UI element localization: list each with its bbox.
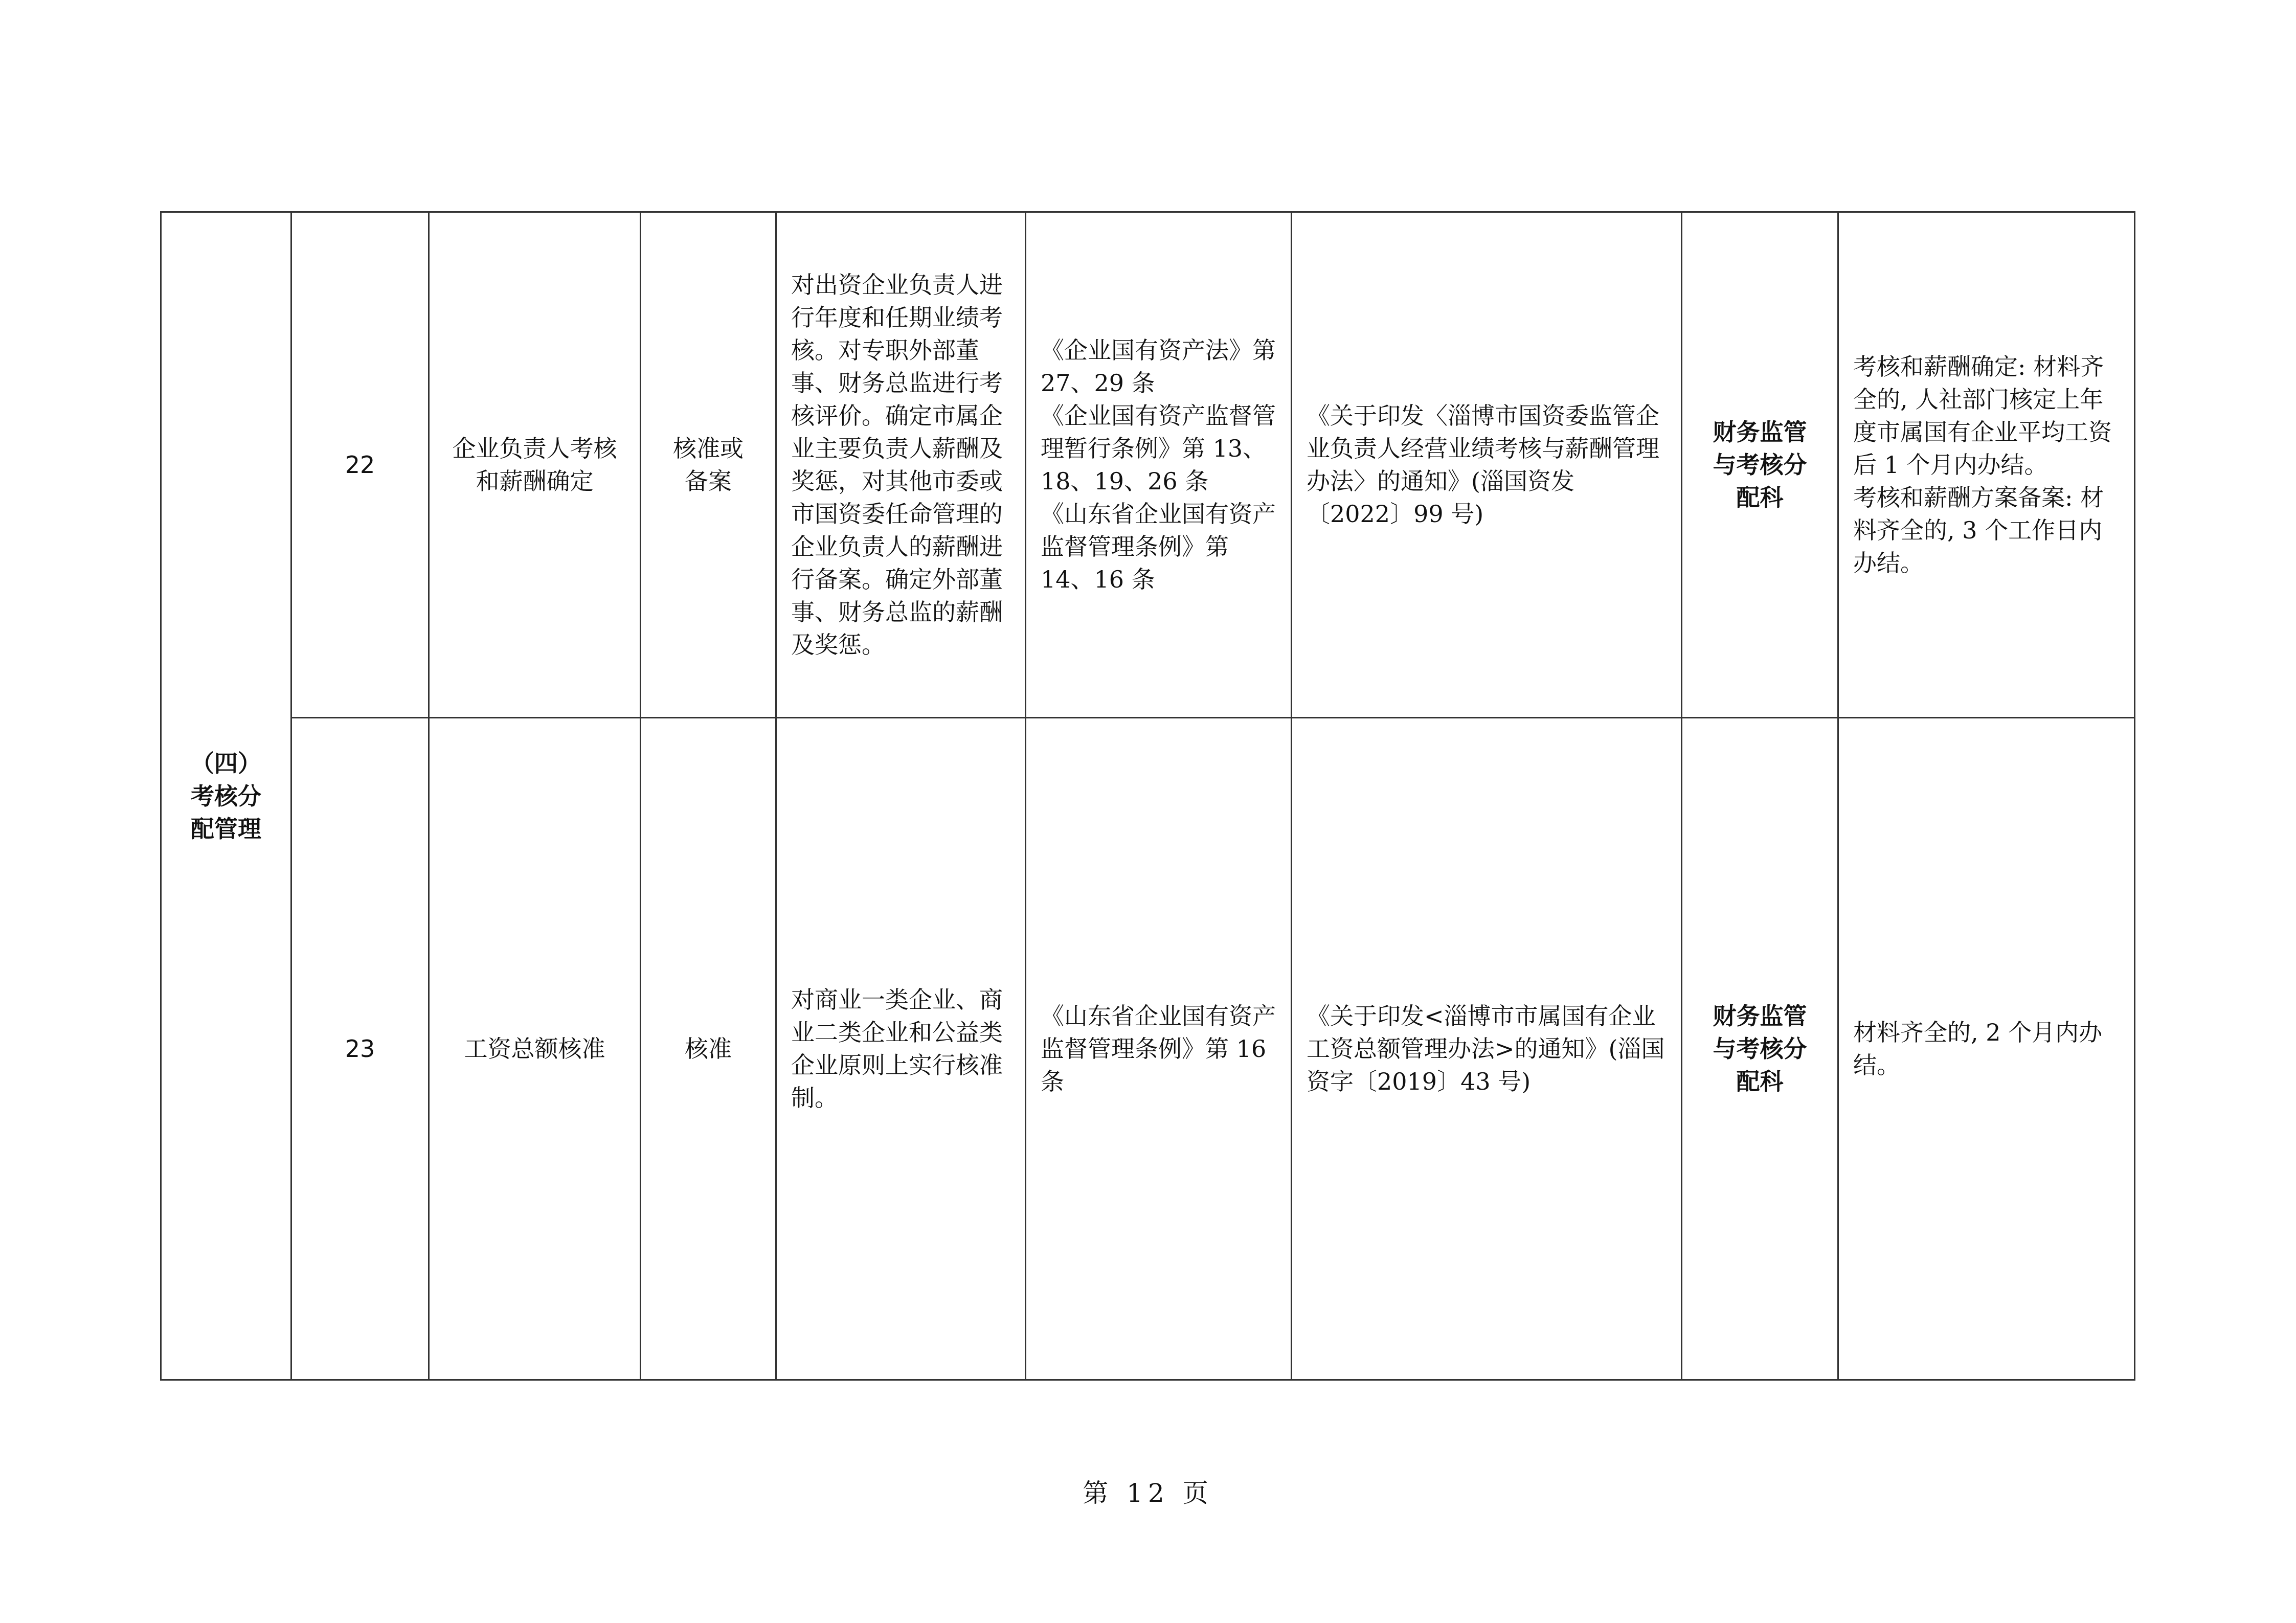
item-content: 对商业一类企业、商业二类企业和公益类企业原则上实行核准制。	[776, 718, 1026, 1380]
item-number: 23	[291, 718, 429, 1380]
category-line: 考核分	[191, 782, 261, 810]
table-row	[161, 212, 2135, 718]
category-cell	[161, 212, 291, 1380]
category-line: 配管理	[191, 815, 261, 843]
time-limit: 考核和薪酬确定: 材料齐全的, 人社部门核定上年度市属国有企业平均工资后 1 个月内办结。 考核和薪酬方案备案: 材料齐全的, 3 个工作日内办结。	[1838, 212, 2135, 718]
item-type: 核准	[641, 718, 776, 1380]
table-row	[161, 718, 2135, 1380]
responsibility-table	[160, 211, 2135, 1381]
item-content: 对出资企业负责人进行年度和任期业绩考核。对专职外部董事、财务总监进行考核评价。确定市属企业主要负责人薪酬及奖惩，对其他市委或市国资委任命管理的企业负责人的薪酬进行备案。确定外部董事、财务总监的薪酬及奖惩。	[776, 212, 1026, 718]
responsible-dept: 财务监管 与考核分 配科	[1682, 718, 1838, 1380]
law-basis: 《山东省企业国有资产监督管理条例》第 16 条	[1026, 718, 1292, 1380]
item-type: 核准或 备案	[641, 212, 776, 718]
policy-basis: 《关于印发〈淄博市国资委监管企业负责人经营业绩考核与薪酬管理办法〉的通知》(淄国资发〔2022〕99 号)	[1292, 212, 1682, 718]
page-number: 第 12 页	[1083, 1478, 1213, 1508]
item-number: 22	[291, 212, 429, 718]
item-name: 企业负责人考核和薪酬确定	[429, 212, 641, 718]
policy-basis: 《关于印发<淄博市市属国有企业工资总额管理办法>的通知》(淄国资字〔2019〕43 号)	[1292, 718, 1682, 1380]
time-limit: 材料齐全的, 2 个月内办结。	[1838, 718, 2135, 1380]
item-name: 工资总额核准	[429, 718, 641, 1380]
responsible-dept: 财务监管 与考核分 配科	[1682, 212, 1838, 718]
law-basis: 《企业国有资产法》第 27、29 条 《企业国有资产监督管理暂行条例》第 13、18、19、26 条 《山东省企业国有资产监督管理条例》第 14、16 条	[1026, 212, 1292, 718]
category-line: （四）	[191, 749, 261, 777]
